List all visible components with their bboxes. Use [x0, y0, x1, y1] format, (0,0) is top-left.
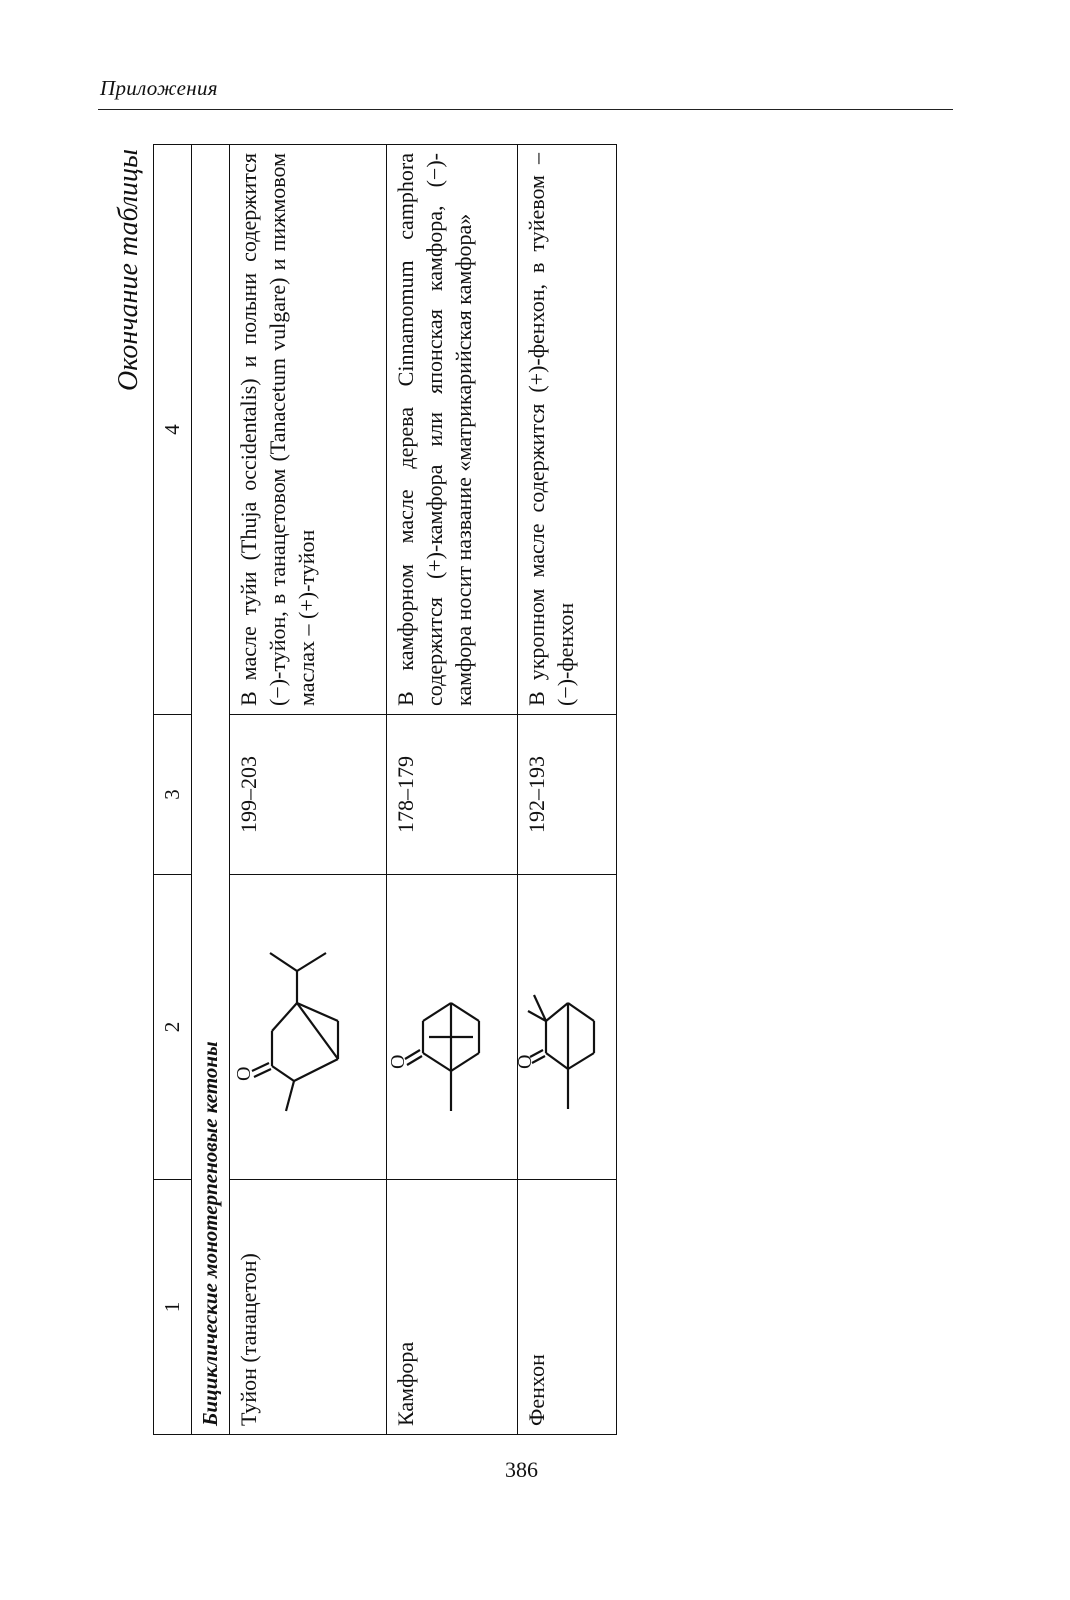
compound-name: Фенхон	[518, 1180, 617, 1435]
data-table	[153, 144, 617, 1435]
table-row	[230, 145, 387, 1435]
description: В камфорном масле дерева Cinnamomum camphora содержится (+)-камфора или японская камфора, (−)-камфора носит название «матрикарийская камфора»	[387, 145, 518, 715]
camphor-structure-icon	[387, 875, 518, 1180]
column-number: 1	[154, 1180, 192, 1435]
boiling-range: 192–193	[518, 715, 617, 875]
table-caption: Окончание таблицы	[113, 149, 144, 391]
boiling-range: 178–179	[387, 715, 518, 875]
fenchone-structure-icon	[514, 875, 617, 1180]
table-row	[387, 145, 518, 1435]
page-number: 386	[505, 1457, 538, 1482]
running-head: Приложения	[100, 76, 218, 100]
section-title: Бициклические монотерпеновые кетоны	[192, 145, 230, 1435]
column-number-row	[154, 145, 192, 1435]
compound-name: Туйон (танацетон)	[230, 1180, 387, 1435]
oxygen-label: O	[233, 1066, 255, 1081]
table-row	[518, 145, 617, 1435]
rotated-table-block	[105, 145, 578, 1435]
oxygen-label: O	[514, 1054, 536, 1069]
column-number: 4	[154, 145, 192, 715]
description: В масле туйи (Thuja occidentalis) и полыни содержится (−)-туйон, в танацетовом (Tanacetum vulgare) и пижмовом маслах – (+)-туйон	[230, 145, 387, 715]
header-rule	[98, 109, 953, 110]
thujone-structure-icon	[230, 875, 387, 1180]
column-number: 2	[154, 875, 192, 1180]
section-row	[192, 145, 230, 1435]
column-number: 3	[154, 715, 192, 875]
boiling-range: 199–203	[230, 715, 387, 875]
oxygen-label: O	[387, 1054, 409, 1069]
description: В укропном масле содержится (+)-фенхон, в туйевом – (−)-фенхон	[518, 145, 617, 715]
compound-name: Камфора	[387, 1180, 518, 1435]
